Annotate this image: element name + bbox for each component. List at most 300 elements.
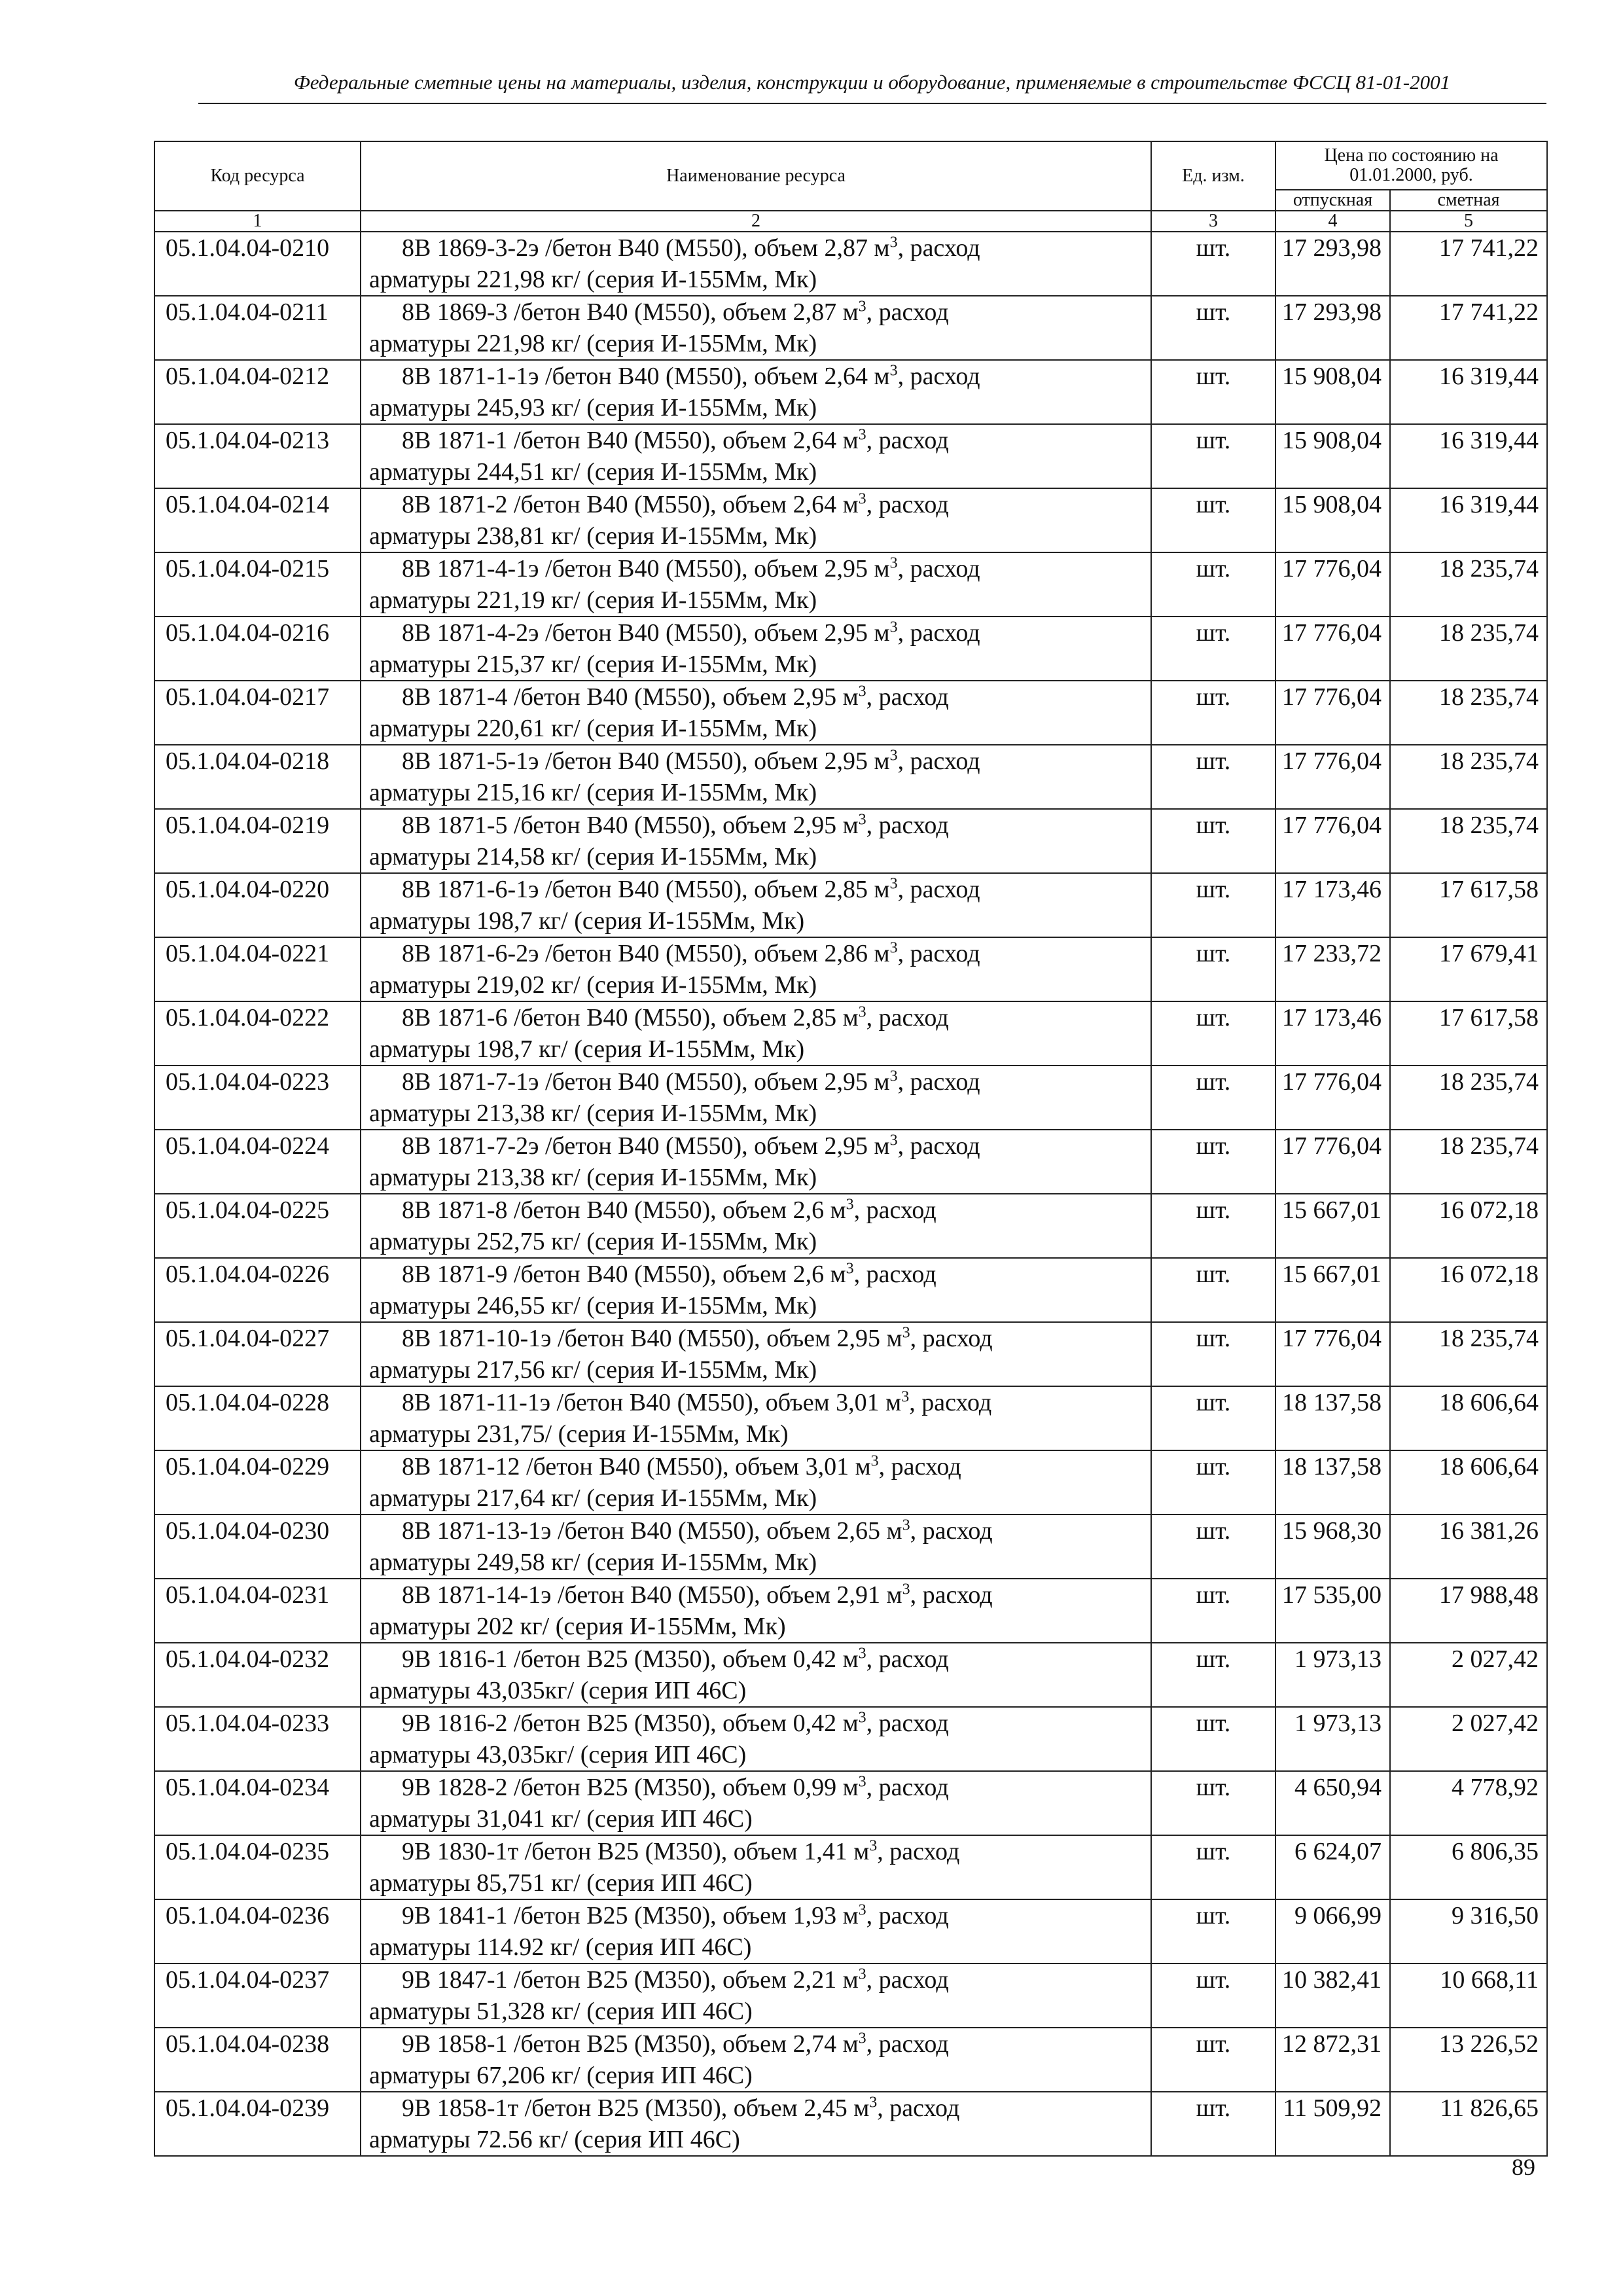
table-row — [154, 1515, 1547, 1579]
table-row — [154, 1001, 1547, 1066]
resource-name-text: 8В 1871-12 /бетон В40 (М550), объем 3,01 м — [402, 1453, 871, 1480]
resource-name-line1 — [369, 745, 1147, 777]
resource-name-line2: арматуры 217,56 кг/ (серия И-155Мм, Мк) — [369, 1356, 817, 1384]
unit-cell: шт. — [1151, 1322, 1275, 1386]
release-price: 17 776,04 — [1275, 809, 1390, 873]
resource-name-line2: арматуры 246,55 кг/ (серия И-155Мм, Мк) — [369, 1292, 817, 1319]
estimate-price: 11 826,65 — [1390, 2092, 1547, 2156]
resource-name-line2: арматуры 85,751 кг/ (серия ИП 46С) — [369, 1869, 753, 1897]
release-price: 11 509,92 — [1275, 2092, 1390, 2156]
table-row — [154, 1386, 1547, 1450]
unit-cell: шт. — [1151, 873, 1275, 937]
resource-name — [361, 1450, 1151, 1515]
resource-code: 05.1.04.04-0212 — [154, 360, 361, 424]
resource-name-line2: арматуры 72.56 кг/ (серия ИП 46С) — [369, 2126, 740, 2153]
table-row — [154, 745, 1547, 809]
col-number: 5 — [1390, 211, 1547, 232]
document-header: Федеральные сметные цены на материалы, изделия, конструкции и оборудование, применяемые в строительстве ФССЦ 81-01-2001 — [293, 71, 1451, 94]
estimate-price: 4 778,92 — [1390, 1771, 1547, 1835]
resource-name-tail: , расход — [897, 555, 980, 583]
estimate-price: 16 072,18 — [1390, 1258, 1547, 1322]
resource-name-line1 — [369, 1323, 1147, 1354]
resource-code: 05.1.04.04-0236 — [154, 1899, 361, 1964]
estimate-price: 9 316,50 — [1390, 1899, 1547, 1964]
unit-cell: шт. — [1151, 1835, 1275, 1899]
resource-name-line2: арматуры 244,51 кг/ (серия И-155Мм, Мк) — [369, 458, 817, 486]
col-header-name: Наименование ресурса — [361, 141, 1151, 211]
resource-name — [361, 1899, 1151, 1964]
resource-name-line1 — [369, 874, 1147, 905]
resource-code: 05.1.04.04-0218 — [154, 745, 361, 809]
estimate-price: 18 235,74 — [1390, 1130, 1547, 1194]
cubic-superscript: 3 — [858, 426, 866, 444]
resource-name-tail: , расход — [866, 1774, 949, 1801]
col-header-code: Код ресурса — [154, 141, 361, 211]
release-price: 18 137,58 — [1275, 1450, 1390, 1515]
estimate-price: 18 235,74 — [1390, 1322, 1547, 1386]
resource-name-tail: , расход — [897, 363, 980, 390]
resource-name — [361, 1066, 1151, 1130]
release-price: 12 872,31 — [1275, 2028, 1390, 2092]
resource-name — [361, 1707, 1151, 1771]
unit-cell: шт. — [1151, 1771, 1275, 1835]
resource-name — [361, 488, 1151, 552]
cubic-superscript: 3 — [889, 1132, 898, 1149]
table-row — [154, 617, 1547, 681]
resource-name-tail: , расход — [897, 940, 980, 967]
table-row — [154, 1258, 1547, 1322]
resource-name-line2: арматуры 215,37 кг/ (серия И-155Мм, Мк) — [369, 651, 817, 678]
resource-code: 05.1.04.04-0210 — [154, 232, 361, 296]
col-number: 1 — [154, 211, 361, 232]
resource-name-line1 — [369, 1708, 1147, 1739]
cubic-superscript: 3 — [858, 490, 866, 508]
resource-name-line2: арматуры 245,93 кг/ (серия И-155Мм, Мк) — [369, 394, 817, 422]
resource-code: 05.1.04.04-0226 — [154, 1258, 361, 1322]
resource-name-tail: , расход — [897, 876, 980, 903]
unit-cell: шт. — [1151, 424, 1275, 488]
estimate-price: 16 381,26 — [1390, 1515, 1547, 1579]
resource-code: 05.1.04.04-0225 — [154, 1194, 361, 1258]
resource-name-tail: , расход — [910, 1581, 993, 1609]
estimate-price: 17 679,41 — [1390, 937, 1547, 1001]
cubic-superscript: 3 — [902, 1581, 910, 1598]
resource-name-line1 — [369, 1772, 1147, 1803]
resource-name-line2: арматуры 221,98 кг/ (серия И-155Мм, Мк) — [369, 330, 817, 357]
resource-name-line2: арматуры 252,75 кг/ (серия И-155Мм, Мк) — [369, 1228, 817, 1255]
release-price: 10 382,41 — [1275, 1964, 1390, 2028]
resource-name — [361, 937, 1151, 1001]
resource-name-line2: арматуры 31,041 кг/ (серия ИП 46С) — [369, 1805, 753, 1833]
resource-name-text: 8В 1871-9 /бетон В40 (М550), объем 2,6 м — [402, 1261, 846, 1288]
unit-cell: шт. — [1151, 2092, 1275, 2156]
cubic-superscript: 3 — [889, 234, 898, 251]
cubic-superscript: 3 — [858, 1965, 866, 1983]
resource-code: 05.1.04.04-0238 — [154, 2028, 361, 2092]
header-rule — [198, 103, 1546, 104]
resource-name-line1 — [369, 1259, 1147, 1290]
resource-name-text: 9В 1816-2 /бетон В25 (М350), объем 0,42 м — [402, 1710, 859, 1737]
resource-name-line2: арматуры 51,328 кг/ (серия ИП 46С) — [369, 1998, 753, 2025]
release-price: 15 968,30 — [1275, 1515, 1390, 1579]
cubic-superscript: 3 — [869, 1837, 878, 1855]
resource-name-text: 8В 1871-14-1э /бетон В40 (М550), объем 2,91 м — [402, 1581, 902, 1609]
resource-code: 05.1.04.04-0239 — [154, 2092, 361, 2156]
release-price: 17 173,46 — [1275, 873, 1390, 937]
unit-cell: шт. — [1151, 360, 1275, 424]
cubic-superscript: 3 — [889, 619, 898, 636]
resource-name-tail: , расход — [866, 812, 949, 839]
table-body — [154, 232, 1547, 2156]
estimate-price: 17 741,22 — [1390, 296, 1547, 360]
release-price: 6 624,07 — [1275, 1835, 1390, 1899]
estimate-price: 18 235,74 — [1390, 617, 1547, 681]
cubic-superscript: 3 — [846, 1260, 854, 1278]
cubic-superscript: 3 — [889, 875, 898, 893]
resource-name-text: 8В 1869-3 /бетон В40 (М550), объем 2,87 м — [402, 298, 859, 326]
cubic-superscript: 3 — [889, 1067, 898, 1085]
resource-name-line1 — [369, 1964, 1147, 1996]
resource-name-tail: , расход — [866, 683, 949, 711]
resource-name-tail: , расход — [853, 1261, 936, 1288]
resource-name-line2: арматуры 214,58 кг/ (серия И-155Мм, Мк) — [369, 843, 817, 870]
resource-name — [361, 1130, 1151, 1194]
resource-name-line2: арматуры 220,61 кг/ (серия И-155Мм, Мк) — [369, 715, 817, 742]
table-row — [154, 1322, 1547, 1386]
unit-cell: шт. — [1151, 1258, 1275, 1322]
estimate-price: 18 235,74 — [1390, 809, 1547, 873]
resource-code: 05.1.04.04-0221 — [154, 937, 361, 1001]
resource-name-line2: арматуры 213,38 кг/ (серия И-155Мм, Мк) — [369, 1164, 817, 1191]
resource-name — [361, 1643, 1151, 1707]
cubic-superscript: 3 — [858, 1901, 866, 1919]
unit-cell: шт. — [1151, 1964, 1275, 2028]
unit-cell: шт. — [1151, 1579, 1275, 1643]
unit-cell: шт. — [1151, 681, 1275, 745]
resource-name — [361, 1194, 1151, 1258]
release-price: 17 776,04 — [1275, 1130, 1390, 1194]
resource-name-text: 8В 1871-7-1э /бетон В40 (М550), объем 2,95 м — [402, 1068, 890, 1096]
table-row — [154, 681, 1547, 745]
col-number: 4 — [1275, 211, 1390, 232]
resource-code: 05.1.04.04-0219 — [154, 809, 361, 873]
resource-name — [361, 296, 1151, 360]
resource-name — [361, 552, 1151, 617]
resource-name-line1 — [369, 1900, 1147, 1931]
table-row — [154, 1194, 1547, 1258]
table-row — [154, 552, 1547, 617]
table-row — [154, 2028, 1547, 2092]
cubic-superscript: 3 — [858, 683, 866, 700]
resource-name-text: 8В 1871-7-2э /бетон В40 (М550), объем 2,95 м — [402, 1132, 890, 1160]
estimate-price: 16 319,44 — [1390, 488, 1547, 552]
resource-name-line1 — [369, 1387, 1147, 1418]
resource-code: 05.1.04.04-0217 — [154, 681, 361, 745]
table-row — [154, 937, 1547, 1001]
resource-code: 05.1.04.04-0232 — [154, 1643, 361, 1707]
resource-name-text: 8В 1871-6 /бетон В40 (М550), объем 2,85 м — [402, 1004, 859, 1031]
table-row — [154, 1835, 1547, 1899]
unit-cell: шт. — [1151, 617, 1275, 681]
col-header-release: отпускная — [1275, 190, 1390, 211]
resource-name-tail: , расход — [866, 427, 949, 454]
resource-name-text: 9В 1828-2 /бетон В25 (М350), объем 0,99 м — [402, 1774, 859, 1801]
resource-name-text: 8В 1871-6-1э /бетон В40 (М550), объем 2,85 м — [402, 876, 890, 903]
resource-name — [361, 617, 1151, 681]
resource-name-line1 — [369, 1579, 1147, 1611]
resource-code: 05.1.04.04-0213 — [154, 424, 361, 488]
estimate-price: 17 988,48 — [1390, 1579, 1547, 1643]
unit-cell: шт. — [1151, 1707, 1275, 1771]
resource-code: 05.1.04.04-0228 — [154, 1386, 361, 1450]
resource-name-line2: арматуры 219,02 кг/ (серия И-155Мм, Мк) — [369, 971, 817, 999]
table-row — [154, 232, 1547, 296]
release-price: 17 535,00 — [1275, 1579, 1390, 1643]
resource-name-line1 — [369, 1002, 1147, 1033]
resource-name-line1 — [369, 2028, 1147, 2060]
resource-name-tail: , расход — [866, 1966, 949, 1994]
estimate-price: 13 226,52 — [1390, 2028, 1547, 2092]
unit-cell: шт. — [1151, 1515, 1275, 1579]
col-header-estimate: сметная — [1390, 190, 1547, 211]
estimate-price: 17 741,22 — [1390, 232, 1547, 296]
resource-name — [361, 2092, 1151, 2156]
resource-name-text: 8В 1871-10-1э /бетон В40 (М550), объем 2,95 м — [402, 1325, 902, 1352]
resource-name-tail: , расход — [909, 1389, 992, 1416]
estimate-price: 18 606,64 — [1390, 1450, 1547, 1515]
resource-code: 05.1.04.04-0227 — [154, 1322, 361, 1386]
estimate-price: 17 617,58 — [1390, 873, 1547, 937]
estimate-price: 18 235,74 — [1390, 745, 1547, 809]
resource-name-line2: арматуры 221,19 кг/ (серия И-155Мм, Мк) — [369, 586, 817, 614]
unit-cell: шт. — [1151, 2028, 1275, 2092]
release-price: 17 776,04 — [1275, 681, 1390, 745]
table-row — [154, 1771, 1547, 1835]
resource-name-line1 — [369, 810, 1147, 841]
resource-name-text: 8В 1871-1 /бетон В40 (М550), объем 2,64 м — [402, 427, 859, 454]
release-price: 15 667,01 — [1275, 1194, 1390, 1258]
col-number: 2 — [361, 211, 1151, 232]
table-row — [154, 1450, 1547, 1515]
resource-name-tail: , расход — [897, 747, 980, 775]
resource-name-text: 8В 1871-4-2э /бетон В40 (М550), объем 2,95 м — [402, 619, 890, 647]
resource-name-line2: арматуры 215,16 кг/ (серия И-155Мм, Мк) — [369, 779, 817, 806]
resource-name — [361, 1579, 1151, 1643]
resource-name — [361, 1322, 1151, 1386]
resource-name-text: 9В 1858-1т /бетон В25 (М350), объем 2,45 м — [402, 2094, 870, 2122]
resource-code: 05.1.04.04-0223 — [154, 1066, 361, 1130]
resource-name-line1 — [369, 1836, 1147, 1867]
cubic-superscript: 3 — [901, 1388, 910, 1406]
resource-name-tail: , расход — [866, 1902, 949, 1929]
resource-name-line1 — [369, 1515, 1147, 1547]
resource-name-line1 — [369, 1066, 1147, 1098]
table-row — [154, 809, 1547, 873]
cubic-superscript: 3 — [902, 1516, 910, 1534]
resource-name-line1 — [369, 1643, 1147, 1675]
resource-name-text: 8В 1871-1-1э /бетон В40 (М550), объем 2,64 м — [402, 363, 890, 390]
resource-name-line2: арматуры 238,81 кг/ (серия И-155Мм, Мк) — [369, 522, 817, 550]
resource-name-line1 — [369, 232, 1147, 264]
resource-name-tail: , расход — [878, 1453, 961, 1480]
resource-name — [361, 1771, 1151, 1835]
release-price: 17 776,04 — [1275, 552, 1390, 617]
unit-cell: шт. — [1151, 296, 1275, 360]
resource-name-line1 — [369, 938, 1147, 969]
table-row — [154, 1130, 1547, 1194]
table-row — [154, 1707, 1547, 1771]
estimate-price: 18 235,74 — [1390, 552, 1547, 617]
resource-code: 05.1.04.04-0233 — [154, 1707, 361, 1771]
release-price: 17 233,72 — [1275, 937, 1390, 1001]
resource-name-tail: , расход — [866, 1004, 949, 1031]
table-row — [154, 1579, 1547, 1643]
table-row — [154, 2092, 1547, 2156]
resource-name-line1 — [369, 1130, 1147, 1162]
release-price: 9 066,99 — [1275, 1899, 1390, 1964]
resource-name — [361, 1386, 1151, 1450]
resource-code: 05.1.04.04-0216 — [154, 617, 361, 681]
resource-name-tail: , расход — [877, 1838, 960, 1865]
col-number: 3 — [1151, 211, 1275, 232]
resource-name-text: 9В 1858-1 /бетон В25 (М350), объем 2,74 м — [402, 2030, 859, 2058]
resource-name-line1 — [369, 296, 1147, 328]
resource-name-tail: , расход — [866, 1645, 949, 1673]
resource-code: 05.1.04.04-0220 — [154, 873, 361, 937]
unit-cell: шт. — [1151, 809, 1275, 873]
resource-name-line1 — [369, 681, 1147, 713]
table-row — [154, 296, 1547, 360]
resource-name-line1 — [369, 617, 1147, 649]
estimate-price: 17 617,58 — [1390, 1001, 1547, 1066]
release-price: 15 908,04 — [1275, 360, 1390, 424]
table-row — [154, 488, 1547, 552]
resource-name-tail: , расход — [897, 619, 980, 647]
estimate-price: 18 235,74 — [1390, 1066, 1547, 1130]
resource-code: 05.1.04.04-0229 — [154, 1450, 361, 1515]
unit-cell: шт. — [1151, 937, 1275, 1001]
col-header-price-group: Цена по состоянию на 01.01.2000, руб. — [1275, 141, 1547, 190]
page-number: 89 — [1512, 2154, 1535, 2180]
resource-code: 05.1.04.04-0222 — [154, 1001, 361, 1066]
release-price: 17 776,04 — [1275, 1322, 1390, 1386]
resource-name-tail: , расход — [910, 1325, 993, 1352]
resource-name-line2: арматуры 198,7 кг/ (серия И-155Мм, Мк) — [369, 907, 805, 935]
release-price: 1 973,13 — [1275, 1643, 1390, 1707]
release-price: 15 908,04 — [1275, 424, 1390, 488]
table-row — [154, 1066, 1547, 1130]
resource-name-line2: арматуры 249,58 кг/ (серия И-155Мм, Мк) — [369, 1549, 817, 1576]
resource-name-text: 8В 1871-5-1э /бетон В40 (М550), объем 2,95 м — [402, 747, 890, 775]
resource-name-line1 — [369, 1194, 1147, 1226]
cubic-superscript: 3 — [858, 1709, 866, 1727]
release-price: 17 776,04 — [1275, 1066, 1390, 1130]
resource-name-line1 — [369, 553, 1147, 584]
resource-code: 05.1.04.04-0214 — [154, 488, 361, 552]
cubic-superscript: 3 — [902, 1324, 910, 1342]
resource-name — [361, 809, 1151, 873]
resource-name-text: 8В 1871-13-1э /бетон В40 (М550), объем 2,65 м — [402, 1517, 902, 1545]
unit-cell: шт. — [1151, 1066, 1275, 1130]
resource-name-text: 9В 1847-1 /бетон В25 (М350), объем 2,21 м — [402, 1966, 859, 1994]
unit-cell: шт. — [1151, 1899, 1275, 1964]
resource-name-tail: , расход — [866, 491, 949, 518]
resource-name — [361, 2028, 1151, 2092]
estimate-price: 18 235,74 — [1390, 681, 1547, 745]
unit-cell: шт. — [1151, 488, 1275, 552]
release-price: 17 776,04 — [1275, 745, 1390, 809]
resource-name-line1 — [369, 425, 1147, 456]
release-price: 17 776,04 — [1275, 617, 1390, 681]
resource-name-line1 — [369, 361, 1147, 392]
table-row — [154, 424, 1547, 488]
resource-name-tail: , расход — [897, 1132, 980, 1160]
resource-name-line2: арматуры 231,75/ (серия И-155Мм, Мк) — [369, 1420, 789, 1448]
resource-name-text: 9В 1830-1т /бетон В25 (М350), объем 1,41 м — [402, 1838, 870, 1865]
unit-cell: шт. — [1151, 1194, 1275, 1258]
table-row — [154, 1899, 1547, 1964]
resource-code: 05.1.04.04-0211 — [154, 296, 361, 360]
resource-name — [361, 424, 1151, 488]
table-row — [154, 1964, 1547, 2028]
resource-name-line1 — [369, 489, 1147, 520]
estimate-price: 16 319,44 — [1390, 424, 1547, 488]
cubic-superscript: 3 — [858, 811, 866, 829]
cubic-superscript: 3 — [889, 939, 898, 957]
unit-cell: шт. — [1151, 1001, 1275, 1066]
resource-name-tail: , расход — [897, 234, 980, 262]
cubic-superscript: 3 — [858, 1773, 866, 1791]
resource-name — [361, 1001, 1151, 1066]
resource-name-line2: арматуры 198,7 кг/ (серия И-155Мм, Мк) — [369, 1035, 805, 1063]
resource-name-tail: , расход — [897, 1068, 980, 1096]
release-price: 15 667,01 — [1275, 1258, 1390, 1322]
resource-name-text: 8В 1869-3-2э /бетон В40 (М550), объем 2,87 м — [402, 234, 890, 262]
resource-name-line2: арматуры 43,035кг/ (серия ИП 46С) — [369, 1741, 747, 1768]
resource-code: 05.1.04.04-0231 — [154, 1579, 361, 1643]
resource-name-line2: арматуры 217,64 кг/ (серия И-155Мм, Мк) — [369, 1484, 817, 1512]
estimate-price: 16 319,44 — [1390, 360, 1547, 424]
resource-name — [361, 1835, 1151, 1899]
unit-cell: шт. — [1151, 1130, 1275, 1194]
release-price: 15 908,04 — [1275, 488, 1390, 552]
unit-cell: шт. — [1151, 232, 1275, 296]
unit-cell: шт. — [1151, 1450, 1275, 1515]
cubic-superscript: 3 — [889, 747, 898, 764]
estimate-price: 2 027,42 — [1390, 1707, 1547, 1771]
resource-name — [361, 1258, 1151, 1322]
cubic-superscript: 3 — [846, 1196, 854, 1213]
resource-name-tail: , расход — [877, 2094, 960, 2122]
resource-name-line2: арматуры 202 кг/ (серия И-155Мм, Мк) — [369, 1613, 786, 1640]
estimate-price: 18 606,64 — [1390, 1386, 1547, 1450]
cubic-superscript: 3 — [858, 1645, 866, 1662]
cubic-superscript: 3 — [858, 2030, 866, 2047]
estimate-price: 16 072,18 — [1390, 1194, 1547, 1258]
resource-name-text: 8В 1871-5 /бетон В40 (М550), объем 2,95 м — [402, 812, 859, 839]
resource-code: 05.1.04.04-0235 — [154, 1835, 361, 1899]
col-header-unit: Ед. изм. — [1151, 141, 1275, 211]
resource-name-line2: арматуры 221,98 кг/ (серия И-155Мм, Мк) — [369, 266, 817, 293]
resource-name-line2: арматуры 114.92 кг/ (серия ИП 46С) — [369, 1933, 752, 1961]
resource-name-tail: , расход — [866, 1710, 949, 1737]
resource-name — [361, 360, 1151, 424]
cubic-superscript: 3 — [889, 362, 898, 380]
cubic-superscript: 3 — [858, 298, 866, 315]
release-price: 17 173,46 — [1275, 1001, 1390, 1066]
resource-code: 05.1.04.04-0237 — [154, 1964, 361, 2028]
resource-name-line1 — [369, 2092, 1147, 2124]
